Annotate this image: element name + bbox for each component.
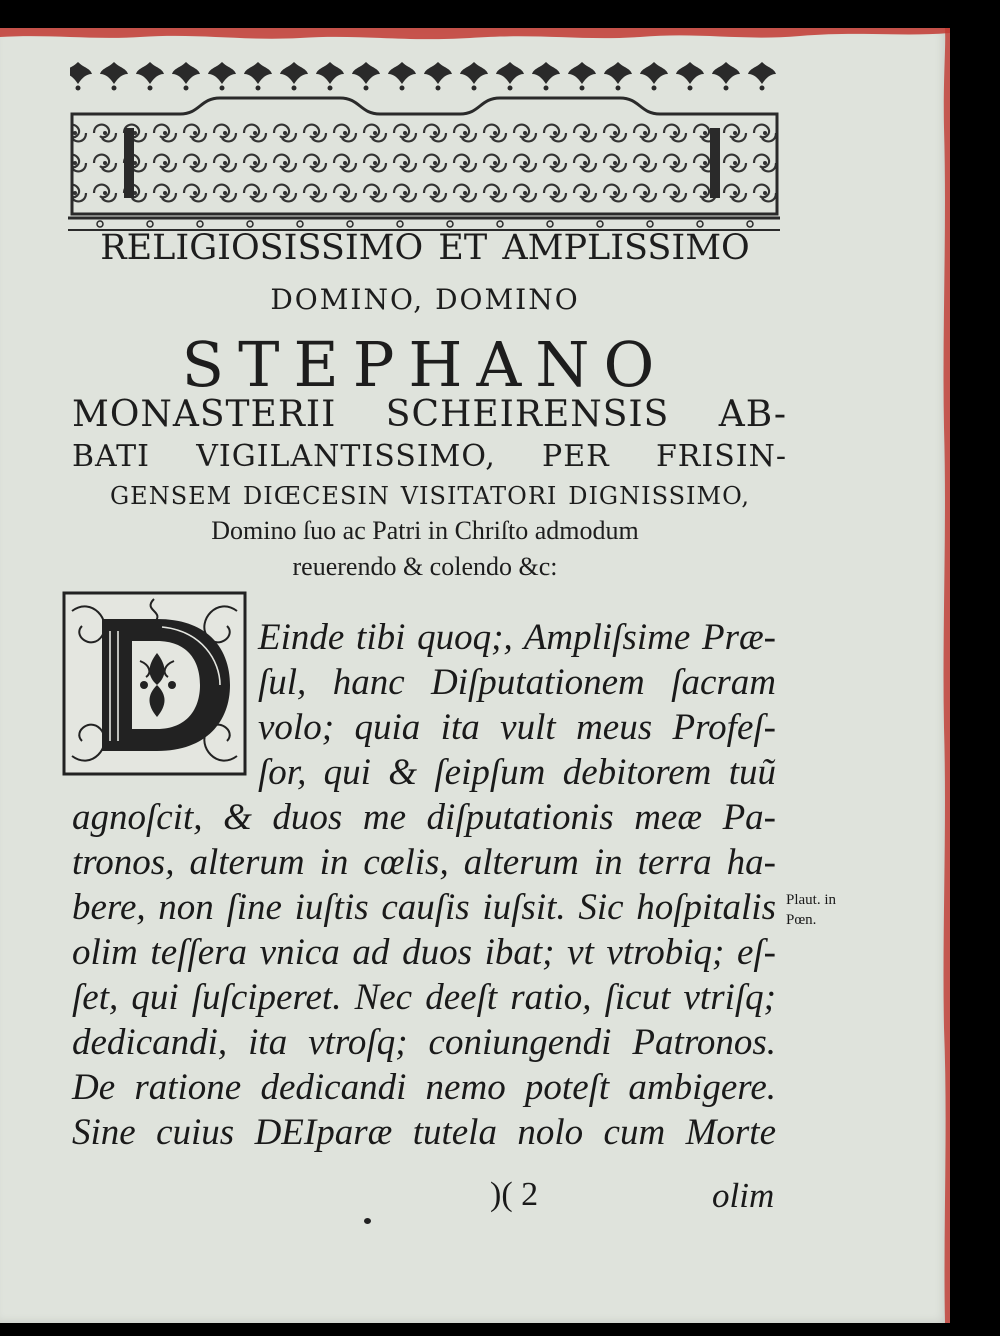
body-line-9: ſet, qui ſuſciperet. Nec deeſt ratio, ſicut vtriſq;	[72, 977, 776, 1018]
catchword: olim	[712, 1176, 775, 1215]
decorated-initial-d	[62, 591, 247, 776]
body-line-5: agnoſcit, & duos me diſputationis meæ Pa-	[72, 797, 776, 838]
body-line-7: bere, non ſine iuſtis cauſis iuſsit. Sic hoſpitalis	[72, 887, 776, 928]
dedication-line-5: BATI VIGILANTISSIMO, PER FRISIN-	[72, 439, 787, 474]
dedication-line-6: GENSEM DIŒCESIN VISITATORI DIGNISSIMO,	[110, 482, 750, 510]
body-line-3: volo; quia ita vult meus Profeſ-	[258, 707, 776, 748]
marginal-note-line-2: Pœn.	[786, 912, 817, 928]
ornamental-headpiece	[60, 58, 785, 236]
dedication-line-8: reuerendo & colendo &c:	[292, 552, 558, 581]
book-page	[0, 28, 950, 1323]
red-page-edge-top	[0, 28, 950, 42]
marginal-note-line-1: Plaut. in	[786, 892, 837, 908]
body-line-2: ſul, hanc Diſputationem ſacram	[258, 662, 776, 703]
red-page-edge-right	[940, 28, 950, 1323]
body-line-12: Sine cuius DEIparæ tutela nolo cum Morte	[72, 1112, 776, 1153]
dedication-line-4: MONASTERII SCHEIRENSIS AB-	[72, 394, 787, 435]
body-line-11: De ratione dedicandi nemo poteſt ambigere.	[72, 1067, 776, 1108]
body-line-4: ſor, qui & ſeipſum debitorem tuũ	[258, 752, 776, 793]
body-line-1: Einde tibi quoq;, Ampliſsime Præ-	[258, 617, 776, 658]
body-line-10: dedicandi, ita vtroſq; coniungendi Patronos.	[72, 1022, 776, 1063]
body-line-6: tronos, alterum in cœlis, alterum in terra ha-	[72, 842, 776, 883]
signature-mark: )( 2	[490, 1176, 539, 1213]
body-line-8: olim teſſera vnica ad duos ibat; vt vtrobiq; eſ-	[72, 932, 776, 973]
ink-dot	[364, 1218, 371, 1224]
dedication-line-1: RELIGIOSISSIMO ET AMPLISSIMO	[100, 228, 750, 268]
dedicatee-name: STEPHANO	[181, 328, 669, 401]
dedication-line-2: DOMINO, DOMINO	[270, 283, 580, 316]
dedication-line-7: Domino ſuo ac Patri in Chriſto admodum	[211, 516, 639, 545]
